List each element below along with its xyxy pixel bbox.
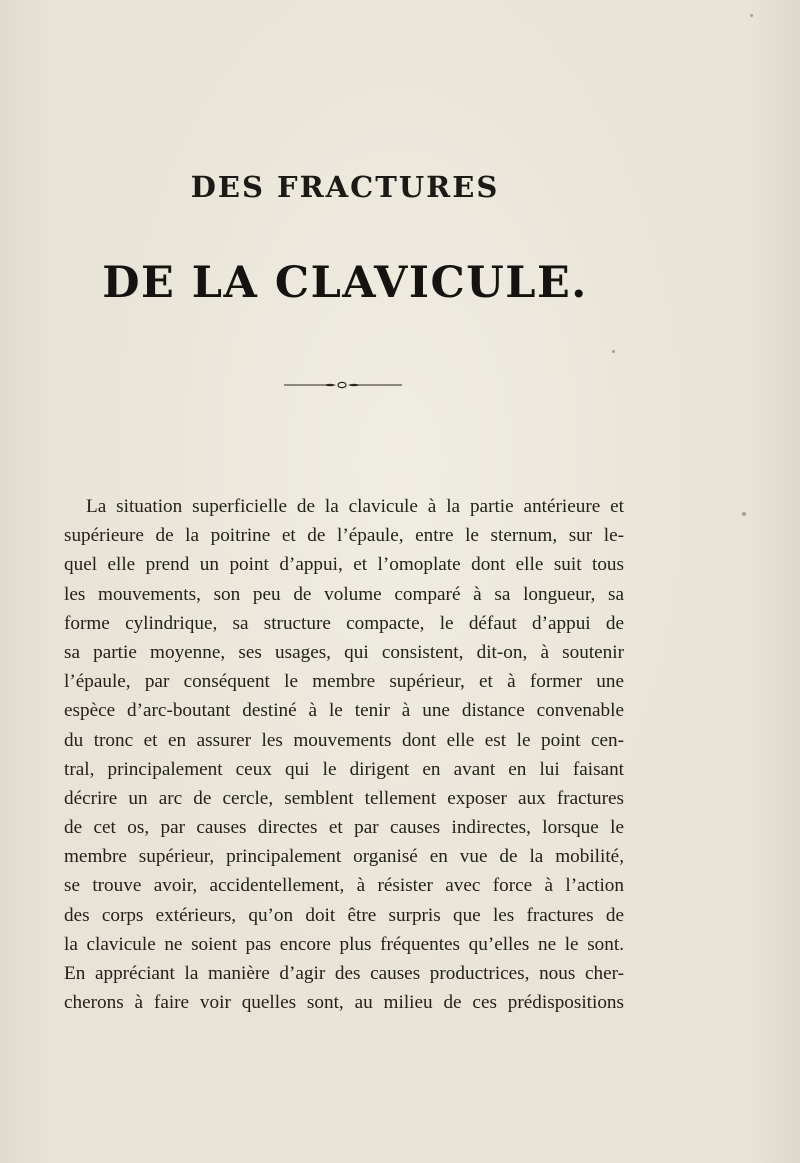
text-line: forme cylindrique, sa structure compacte, le défaut d’appui de	[64, 612, 624, 634]
text-line: se trouve avoir, accidentellement, à résister avec force à l’action	[64, 875, 624, 897]
text-line: En appréciant la manière d’agir des causes productrices, nous cher-	[64, 963, 624, 984]
text-line: sa partie moyenne, ses usages, qui consistent, dit-on, à soutenir	[64, 641, 624, 663]
text-line: tral, principalement ceux qui le dirigent en avant en lui faisant	[64, 758, 624, 780]
text-line: l’épaule, par conséquent le membre supérieur, et à former une	[64, 671, 624, 693]
paper-speck	[612, 350, 615, 353]
text-line: de cet os, par causes directes et par causes indirectes, lorsque le	[64, 817, 624, 839]
ornamental-divider	[284, 378, 402, 392]
text-line: membre supérieur, principalement organisé en vue de la mobilité,	[64, 846, 624, 868]
text-line: La situation superficielle de la clavicule à la partie antérieure et	[86, 496, 624, 517]
text-line: supérieure de la poitrine et de l’épaule, entre le sternum, sur le-	[64, 525, 624, 547]
text-line: du tronc et en assurer les mouvements dont elle est le point cen-	[64, 729, 624, 751]
paper-speck	[742, 512, 746, 516]
text-line: espèce d’arc-boutant destiné à le tenir à une distance convenable	[64, 700, 624, 722]
text-line: cherons à faire voir quelles sont, au milieu de ces prédispositions	[64, 992, 624, 1014]
text-line: des corps extérieurs, qu’on doit être surpris que les fractures de	[64, 904, 624, 926]
body-paragraph	[64, 492, 624, 1017]
heading-line-2: DE LA CLAVICULE.	[102, 258, 588, 308]
paper-speck	[750, 14, 753, 17]
text-line: la clavicule ne soient pas encore plus fréquentes qu’elles ne le sont.	[64, 933, 624, 955]
text-line: les mouvements, son peu de volume comparé à sa longueur, sa	[64, 583, 624, 605]
text-line: quel elle prend un point d’appui, et l’omoplate dont elle suit tous	[64, 554, 624, 576]
text-line: décrire un arc de cercle, semblent tellement exposer aux fractures	[64, 787, 624, 809]
heading-line-1: DES FRACTURES	[190, 170, 500, 204]
